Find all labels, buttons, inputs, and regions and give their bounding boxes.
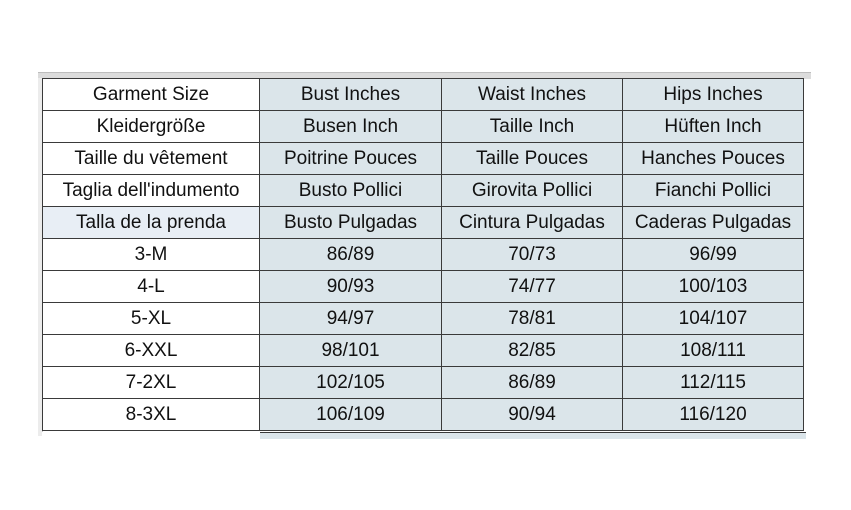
hips-cell[interactable]: 96/99	[623, 239, 804, 271]
table-cell[interactable]: Talla de la prenda	[43, 207, 260, 239]
next-row-strip	[42, 432, 806, 438]
size-cell[interactable]: 4-L	[43, 271, 260, 303]
table-row	[43, 239, 804, 271]
size-cell[interactable]: 7-2XL	[43, 367, 260, 399]
hips-cell[interactable]: 100/103	[623, 271, 804, 303]
table-cell[interactable]: Busto Pollici	[260, 175, 442, 207]
bust-cell[interactable]: 102/105	[260, 367, 442, 399]
table-row	[43, 303, 804, 335]
waist-cell[interactable]: 90/94	[442, 399, 623, 431]
bust-cell[interactable]: 94/97	[260, 303, 442, 335]
header-row-italian	[43, 175, 804, 207]
table-cell[interactable]: Taille Inch	[442, 111, 623, 143]
size-cell[interactable]: 5-XL	[43, 303, 260, 335]
table-row	[43, 367, 804, 399]
header-row-german	[43, 111, 804, 143]
size-chart-table	[42, 78, 804, 431]
size-chart	[42, 78, 804, 431]
waist-cell[interactable]: 82/85	[442, 335, 623, 367]
bust-cell[interactable]: 90/93	[260, 271, 442, 303]
table-cell[interactable]: Cintura Pulgadas	[442, 207, 623, 239]
bust-cell[interactable]: 106/109	[260, 399, 442, 431]
hips-cell[interactable]: 108/111	[623, 335, 804, 367]
waist-cell[interactable]: 74/77	[442, 271, 623, 303]
table-cell[interactable]: Caderas Pulgadas	[623, 207, 804, 239]
waist-cell[interactable]: 78/81	[442, 303, 623, 335]
table-cell[interactable]: Hanches Pouces	[623, 143, 804, 175]
header-row-english	[43, 79, 804, 111]
table-cell[interactable]: Poitrine Pouces	[260, 143, 442, 175]
table-cell[interactable]: Busen Inch	[260, 111, 442, 143]
size-cell[interactable]: 8-3XL	[43, 399, 260, 431]
table-cell[interactable]: Girovita Pollici	[442, 175, 623, 207]
table-cell[interactable]: Bust Inches	[260, 79, 442, 111]
table-row	[43, 399, 804, 431]
table-cell[interactable]: Hüften Inch	[623, 111, 804, 143]
table-row	[43, 335, 804, 367]
table-cell[interactable]: Taille Pouces	[442, 143, 623, 175]
table-cell[interactable]: Taglia dell'indumento	[43, 175, 260, 207]
header-row-spanish	[43, 207, 804, 239]
waist-cell[interactable]: 70/73	[442, 239, 623, 271]
header-row-french	[43, 143, 804, 175]
next-row-shade	[260, 432, 806, 439]
table-row	[43, 271, 804, 303]
table-cell[interactable]: Busto Pulgadas	[260, 207, 442, 239]
hips-cell[interactable]: 112/115	[623, 367, 804, 399]
table-cell[interactable]: Hips Inches	[623, 79, 804, 111]
bust-cell[interactable]: 98/101	[260, 335, 442, 367]
table-cell[interactable]: Fianchi Pollici	[623, 175, 804, 207]
waist-cell[interactable]: 86/89	[442, 367, 623, 399]
spreadsheet-view	[38, 72, 811, 438]
table-cell[interactable]: Kleidergröße	[43, 111, 260, 143]
table-cell[interactable]: Waist Inches	[442, 79, 623, 111]
table-cell[interactable]: Garment Size	[43, 79, 260, 111]
bust-cell[interactable]: 86/89	[260, 239, 442, 271]
hips-cell[interactable]: 116/120	[623, 399, 804, 431]
table-cell[interactable]: Taille du vêtement	[43, 143, 260, 175]
size-cell[interactable]: 6-XXL	[43, 335, 260, 367]
size-cell[interactable]: 3-M	[43, 239, 260, 271]
hips-cell[interactable]: 104/107	[623, 303, 804, 335]
